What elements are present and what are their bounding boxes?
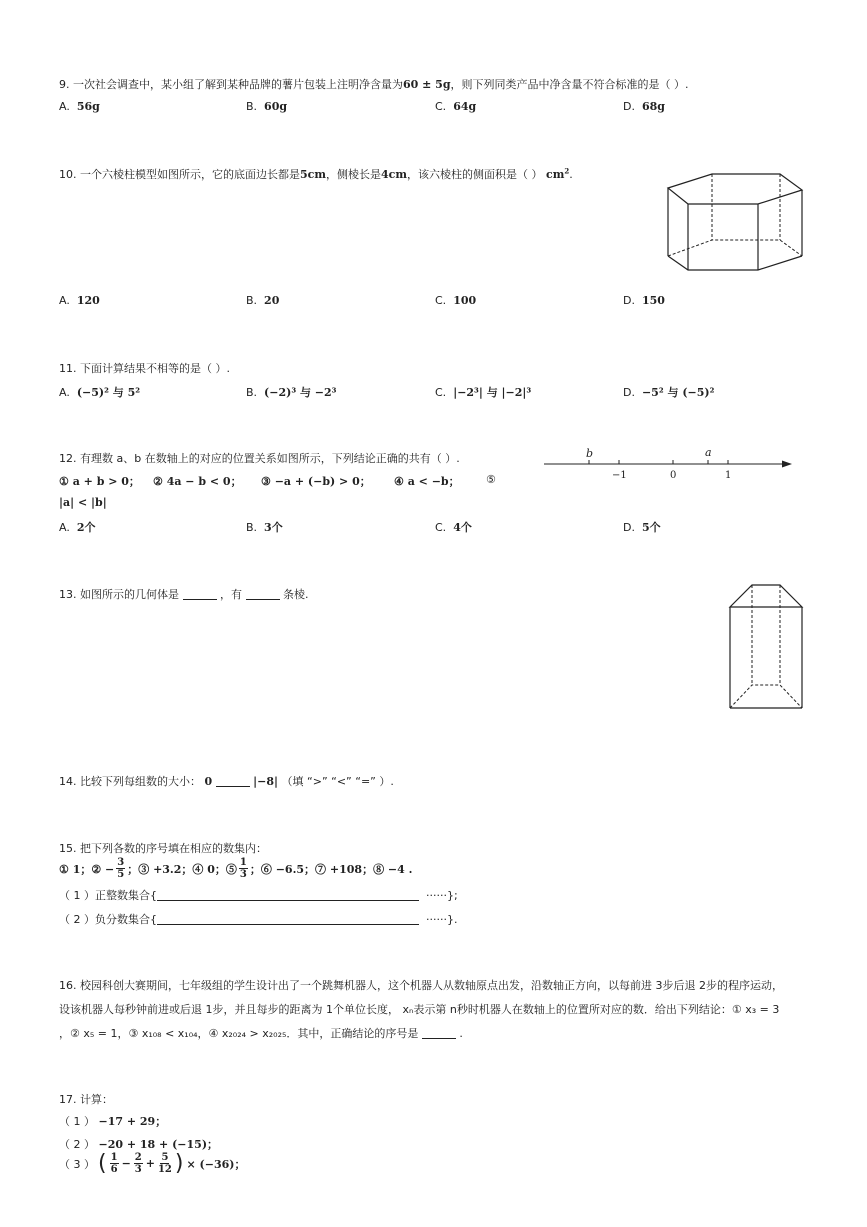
q10-option-a: A. 120: [59, 294, 100, 307]
q12-item-1: ① a + b > 0；: [59, 475, 140, 488]
q12-option-a: A. 2个: [59, 521, 96, 534]
q14-stem: 14. 比较下列每组数的大小： 0 |−8| （填 “>” “<” “=” ）.: [59, 775, 394, 788]
q15-set-2-blank[interactable]: [157, 914, 419, 925]
q10-stem: 10. 一个六棱柱模型如图所示，它的底面边长都是5cm，侧棱长是4cm，该六棱柱的侧面积是（ ） $cm^2$.: [59, 166, 573, 181]
number-line-tick-minus1: −1: [612, 470, 627, 481]
q9-option-b: B. 60g: [246, 100, 288, 113]
q12-item-5: ⑤: [486, 473, 496, 486]
q12-item-5-expr: |a| < |b|: [59, 496, 107, 509]
q17-fraction-2-3: $\frac{2}{3}$: [134, 1152, 142, 1175]
q15-fraction-3-5: $\frac{3}{5}$: [117, 857, 125, 880]
q11-option-d: D. −5² 与 (−5)²: [623, 386, 715, 399]
q17-stem: 17. 计算：: [59, 1093, 113, 1106]
q16-blank[interactable]: [422, 1028, 456, 1039]
q13-blank-1[interactable]: [183, 589, 217, 600]
number-line-tick-1: 1: [725, 470, 732, 481]
q9-stem: 9. 一次社会调查中，某小组了解到某种品牌的薯片包装上注明净含量为60 ± 5g，则下列同类产品中净含量不符合标准的是（ ）.: [59, 78, 689, 91]
q14-blank[interactable]: [216, 776, 250, 787]
q15-numbers: ① 1；② − $\frac{3}{5}$ ；③ +3.2；④ 0；⑤ $\frac{1}{3}$ ；⑥ −6.5；⑦ +108；⑧ −4 .: [59, 857, 413, 880]
number-line-tick-0: 0: [670, 470, 677, 481]
triangular-prism-figure: [724, 580, 808, 714]
q16-line-3: ，② x₅ = 1，③ x₁₀₈ < x₁₀₄，④ x₂₀₂₄ > x₂₀₂₅．其中，正确结论的序号是 .: [59, 1027, 463, 1040]
q17-part-2: （ 2 ） −20 + 18 + (−15)；: [59, 1138, 219, 1151]
q12-item-3: ③ −a + (−b) > 0；: [261, 475, 371, 488]
q12-item-4: ④ a < −b；: [394, 475, 460, 488]
q17-fraction-5-12: $\frac{5}{12}$: [157, 1152, 172, 1175]
q15-set-1-blank[interactable]: [157, 890, 419, 901]
q11-option-b: B. (−2)³ 与 −2³: [246, 386, 337, 399]
q15-set-2: （ 2 ）负分数集合{ ······}.: [59, 913, 458, 926]
q12-stem: 12. 有理数 a、b 在数轴上的对应的位置关系如图所示，下列结论正确的共有（ ）.: [59, 452, 460, 465]
q16-line-2: 设该机器人每秒钟前进或后退 1步，并且每步的距离为 1个单位长度， xₙ表示第 n秒时机器人在数轴上的位置所对应的数．给出下列结论：① x₃ = 3: [59, 1003, 780, 1016]
q9-option-c: C. 64g: [435, 100, 477, 113]
q17-part-3: （ 3 ） ( $\frac{1}{6}$ − $\frac{2}{3}$ + $\frac{5}{12}$ ) × (−36)；: [59, 1151, 246, 1176]
q9-option-a: A. 56g: [59, 100, 100, 113]
q11-option-c: C. |−2³| 与 |−2|³: [435, 386, 532, 399]
q16-line-1: 16. 校园科创大赛期间，七年级组的学生设计出了一个跳舞机器人，这个机器人从数轴原点出发，沿数轴正方向，以每前进 3步后退 2步的程序运动，: [59, 979, 783, 992]
q10-option-b: B. 20: [246, 294, 280, 307]
q11-stem: 11. 下面计算结果不相等的是（ ）.: [59, 362, 230, 375]
q12-item-2: ② 4a − b < 0；: [153, 475, 242, 488]
q17-fraction-1-6: $\frac{1}{6}$: [110, 1152, 118, 1175]
hexagonal-prism-figure: [662, 170, 812, 274]
number-line-label-b: b: [586, 447, 594, 460]
q12-option-c: C. 4个: [435, 521, 472, 534]
number-line-label-a: a: [705, 446, 712, 459]
q10-option-c: C. 100: [435, 294, 477, 307]
q12-option-d: D. 5个: [623, 521, 661, 534]
q11-option-a: A. (−5)² 与 5²: [59, 386, 141, 399]
number-line-figure: [540, 443, 796, 483]
q13-stem: 13. 如图所示的几何体是 ，有 条棱.: [59, 588, 309, 601]
q13-blank-2[interactable]: [246, 589, 280, 600]
q10-option-d: D. 150: [623, 294, 665, 307]
q15-stem: 15. 把下列各数的序号填在相应的数集内：: [59, 842, 267, 855]
q17-part-1: （ 1 ） −17 + 29；: [59, 1115, 167, 1128]
q15-fraction-1-3: $\frac{1}{3}$: [239, 857, 247, 880]
q9-option-d: D. 68g: [623, 100, 665, 113]
q12-option-b: B. 3个: [246, 521, 283, 534]
q15-set-1: （ 1 ）正整数集合{ ······};: [59, 889, 458, 902]
